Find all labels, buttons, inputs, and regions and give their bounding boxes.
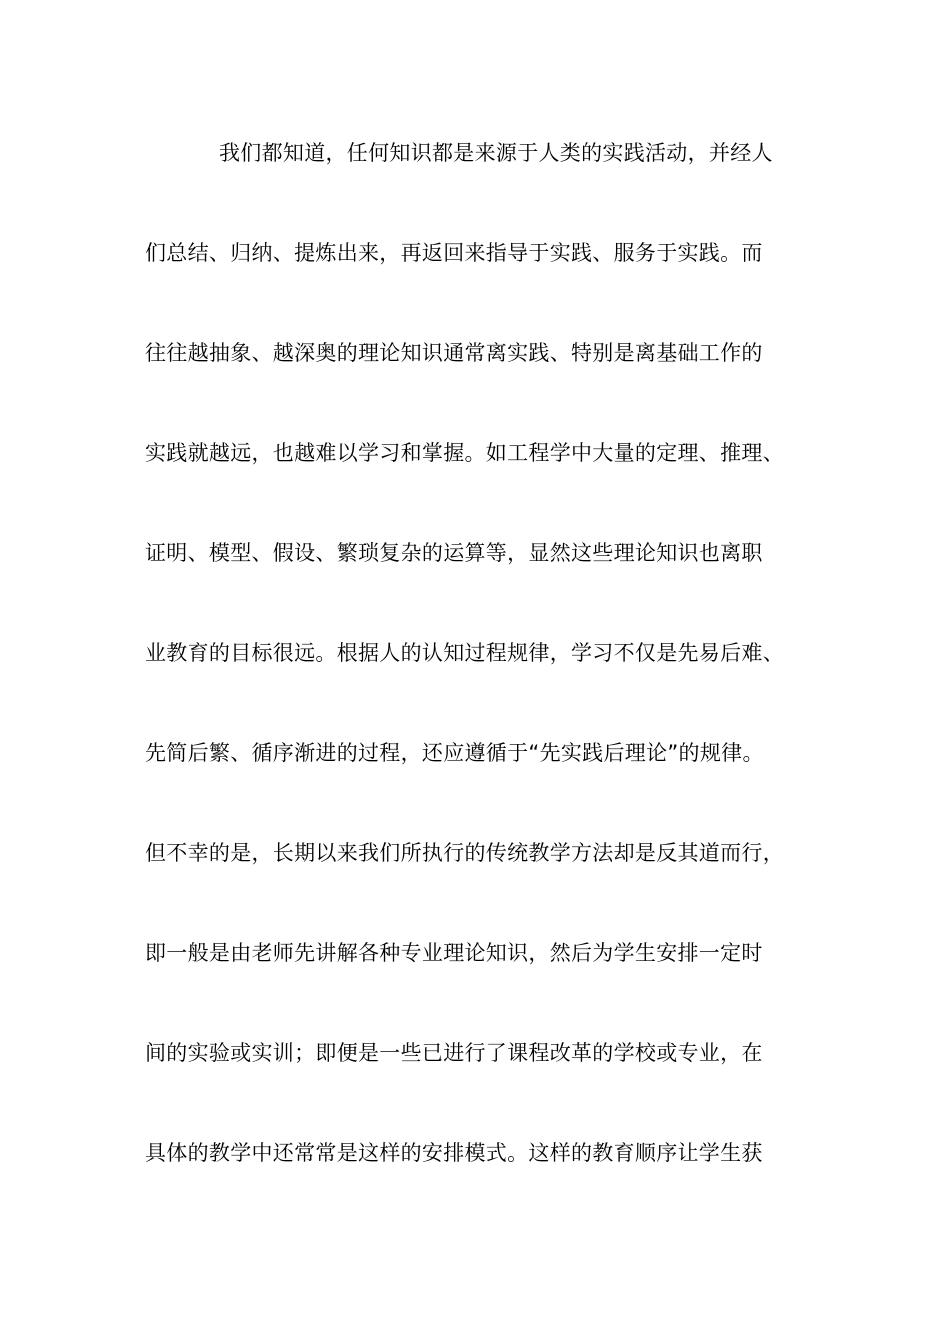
body-paragraph: [145, 132, 825, 1232]
text-line: 往往越抽象、越深奥的理论知识通常离实践、特别是离基础工作的: [145, 341, 763, 365]
text-line: 间的实验或实训；即便是一些已进行了课程改革的学校或专业，在: [145, 1041, 763, 1065]
text-line: 即一般是由老师先讲解各种专业理论知识，然后为学生安排一定时: [145, 941, 763, 965]
text-line: 先简后繁、循序渐进的过程，还应遵循于“先实践后理论”的规律。: [145, 741, 764, 765]
text-line: 但不幸的是，长期以来我们所执行的传统教学方法却是反其道而行，: [145, 841, 784, 865]
text-line: 实践就越远，也越难以学习和掌握。如工程学中大量的定理、推理、: [145, 441, 784, 465]
text-line: 们总结、归纳、提炼出来，再返回来指导于实践、服务于实践。而: [145, 241, 763, 265]
text-line: 具体的教学中还常常是这样的安排模式。这样的教育顺序让学生获: [145, 1141, 763, 1165]
text-line: 我们都知道，任何知识都是来源于人类的实践活动，并经人: [219, 141, 773, 165]
text-line: 证明、模型、假设、繁琐复杂的运算等，显然这些理论知识也离职: [145, 541, 763, 565]
text-line: 业教育的目标很远。根据人的认知过程规律，学习不仅是先易后难、: [145, 641, 784, 665]
